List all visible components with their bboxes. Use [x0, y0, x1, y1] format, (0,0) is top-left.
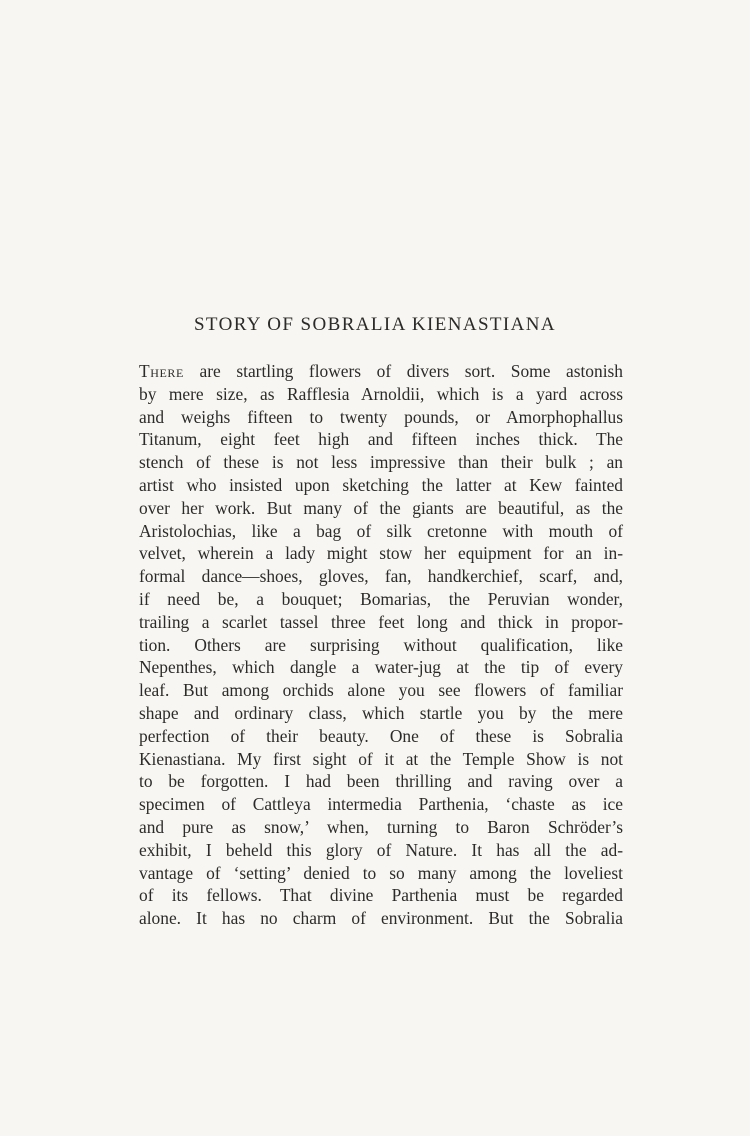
text-line-16: shape and ordinary class, which startle you by the mere	[139, 702, 623, 723]
body-paragraph	[139, 360, 623, 930]
text-line-10: formal dance—shoes, gloves, fan, handkerchief, scarf, and,	[139, 566, 623, 587]
text-line-14: Nepenthes, which dangle a water-jug at the tip of every	[139, 657, 623, 678]
text-line-19: to be forgotten. I had been thrilling and raving over a	[139, 771, 623, 792]
text-line-1-rest: are startling flowers of divers sort. Some astonish	[183, 361, 623, 381]
text-line-2: by mere size, as Rafflesia Arnoldii, which is a yard across	[139, 383, 623, 404]
opening-word: There	[139, 361, 184, 381]
chapter-title: STORY OF SOBRALIA KIENASTIANA	[193, 314, 557, 335]
text-line-20: specimen of Cattleya intermedia Parthenia, ‘chaste as ice	[139, 794, 623, 815]
text-line-24: of its fellows. That divine Parthenia must be regarded	[139, 885, 623, 906]
text-line-4: Titanum, eight feet high and fifteen inches thick. The	[139, 429, 623, 450]
text-line-1	[139, 360, 623, 383]
text-line-22: exhibit, I beheld this glory of Nature. It has all the ad-	[139, 839, 623, 860]
text-line-12: trailing a scarlet tassel three feet long and thick in propor-	[139, 611, 623, 632]
text-line-8: Aristolochias, like a bag of silk cretonne with mouth of	[139, 520, 623, 541]
text-line-7: over her work. But many of the giants are beautiful, as the	[139, 497, 623, 518]
text-line-25: alone. It has no charm of environment. But the Sobralia	[139, 908, 623, 929]
text-line-5: stench of these is not less impressive than their bulk ; an	[139, 452, 623, 473]
text-line-13: tion. Others are surprising without qualification, like	[139, 634, 623, 655]
text-line-3: and weighs fifteen to twenty pounds, or Amorphophallus	[139, 406, 623, 427]
text-line-18: Kienastiana. My first sight of it at the Temple Show is not	[139, 748, 623, 769]
text-line-11: if need be, a bouquet; Bomarias, the Peruvian wonder,	[139, 588, 623, 609]
text-line-9: velvet, wherein a lady might stow her equipment for an in-	[139, 543, 623, 564]
text-line-23: vantage of ‘setting’ denied to so many among the loveliest	[139, 862, 623, 883]
text-line-6: artist who insisted upon sketching the latter at Kew fainted	[139, 474, 623, 495]
text-line-17: perfection of their beauty. One of these is Sobralia	[139, 725, 623, 746]
text-line-21: and pure as snow,’ when, turning to Baron Schröder’s	[139, 816, 623, 837]
text-line-15: leaf. But among orchids alone you see flowers of familiar	[139, 680, 623, 701]
